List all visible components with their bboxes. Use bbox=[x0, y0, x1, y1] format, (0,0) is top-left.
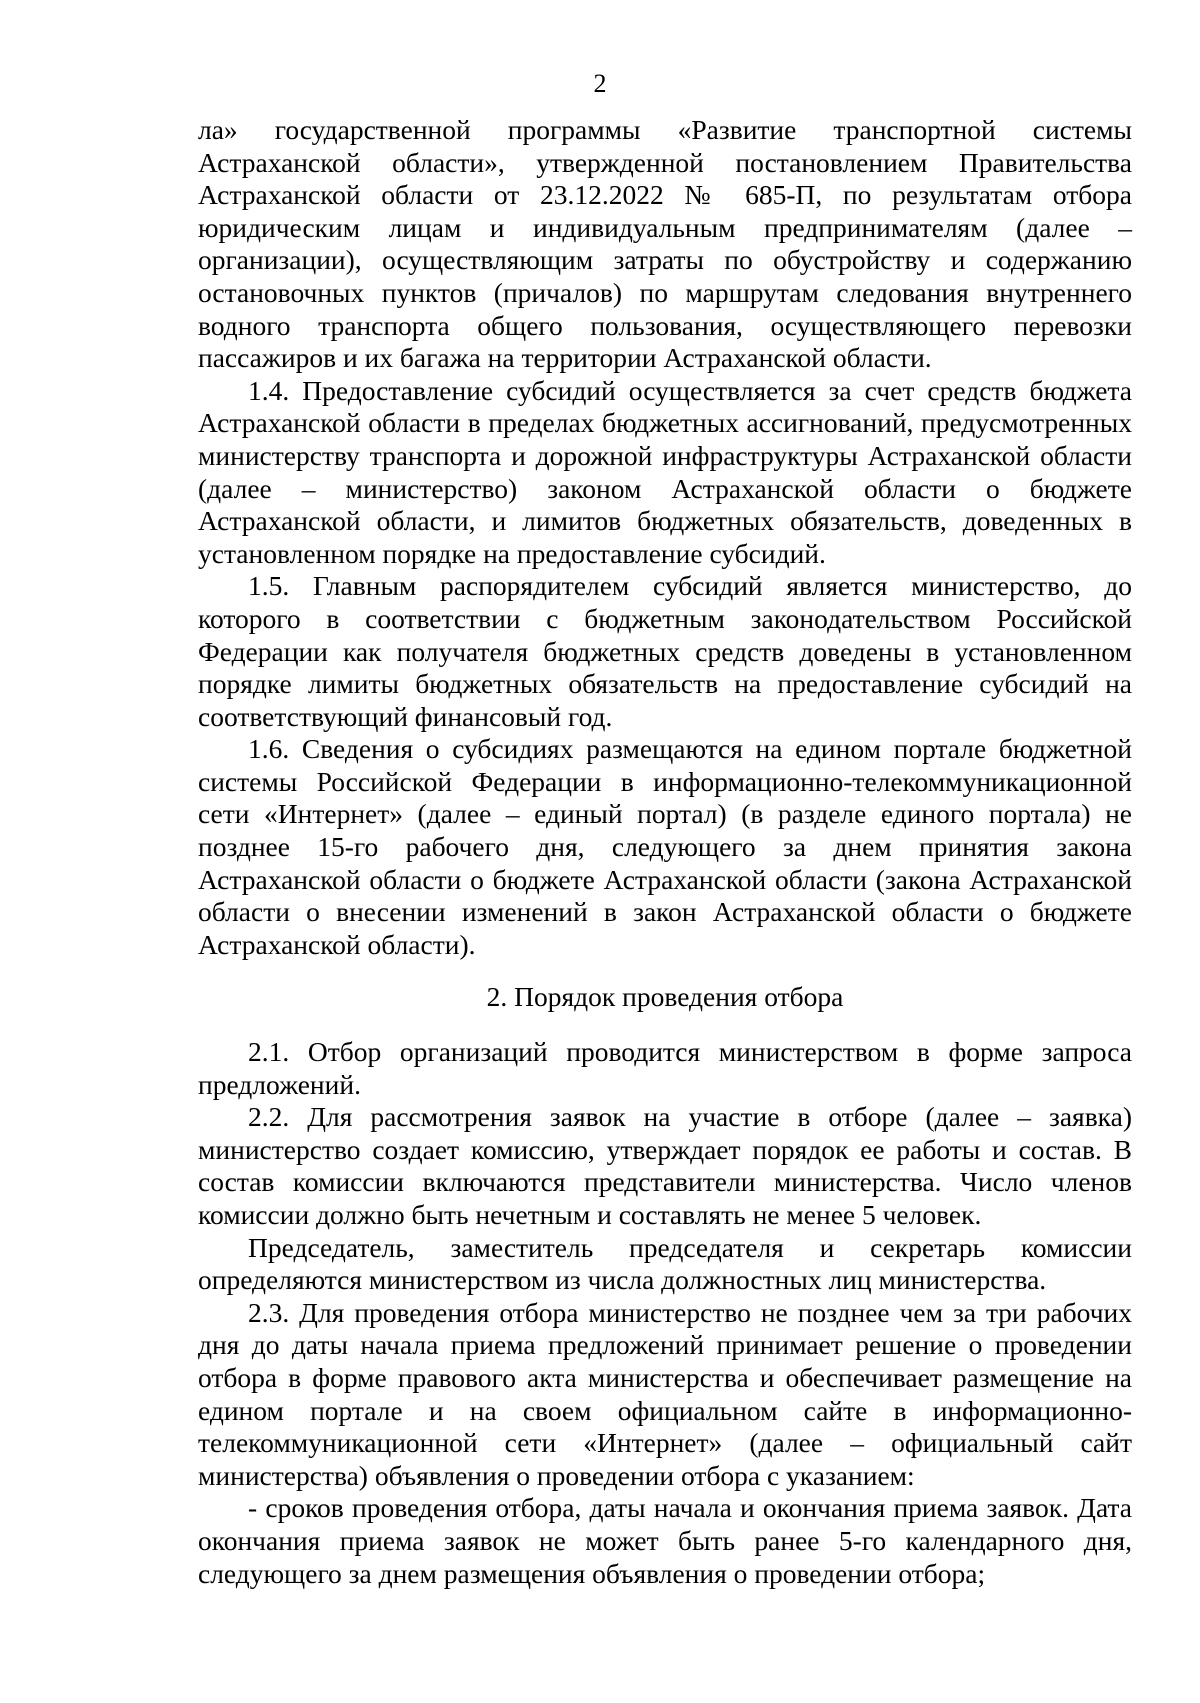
page-number: 2 bbox=[593, 69, 607, 98]
document-body bbox=[198, 114, 1132, 1590]
paragraph-1-5: 1.5. Главным распорядителем субсидий является министерство, до которого в соответствии с бюджетным законодательством Российской Федерации как получателя бюджетных средств доведены в установленном порядке лимиты бюджетных обязательств на предоставление субсидий на соответствующий финансовый год. bbox=[198, 570, 1132, 732]
paragraph-2-1: 2.1. Отбор организаций проводится министерством в форме запроса предложений. bbox=[198, 1036, 1132, 1100]
paragraph-1-6: 1.6. Сведения о субсидиях размещаются на едином портале бюджетной системы Российской Федерации в информационно-телекоммуникационной сети «Интернет» (далее – единый портал) (в разделе единого портала) не позднее 15-го рабочего дня, следующего за днем принятия закона Астраханской области о бюджете Астраханской области (закона Астраханской области о внесении изменений в закон Астраханской области о бюджете Астраханской области). bbox=[198, 733, 1132, 960]
section-heading: 2. Порядок проведения отбора bbox=[486, 981, 844, 1013]
paragraph-1-4: 1.4. Предоставление субсидий осуществляется за счет средств бюджета Астраханской области в пределах бюджетных ассигнований, предусмотренных министерству транспорта и дорожной инфраструктуры Астраханской области (далее – министерство) законом Астраханской области о бюджете Астраханской области, и лимитов бюджетных обязательств, доведенных в установленном порядке на предоставление субсидий. bbox=[198, 374, 1132, 569]
list-item: - сроков проведения отбора, даты начала и окончания приема заявок. Дата окончания приема заявок не может быть ранее 5-го календарного дня, следующего за днем размещения объявления о проведении отбора; bbox=[198, 1492, 1132, 1589]
paragraph-2-2-continued: Председатель, заместитель председателя и секретарь комиссии определяются министерством из числа должностных лиц министерства. bbox=[198, 1231, 1132, 1296]
paragraph-2-3: 2.3. Для проведения отбора министерство не позднее чем за три рабочих дня до даты начала приема предложений принимает решение о проведении отбора в форме правового акта министерства и обеспечивает размещение на едином портале и на своем официальном сайте в информационно-телекоммуникационной сети «Интернет» (далее – официальный сайт министерства) объявления о проведении отбора с указанием: bbox=[198, 1296, 1132, 1491]
paragraph-2-2: 2.2. Для рассмотрения заявок на участие в отборе (далее – заявка) министерство создает комиссию, утверждает порядок ее работы и состав. В состав комиссии включаются представители министерства. Число членов комиссии должно быть нечетным и составлять не менее 5 человек. bbox=[198, 1101, 1132, 1230]
paragraph-continuation: ла» государственной программы «Развитие транспортной системы Астраханской области», утвержденной постановлением Правительства Астраханской области от 23.12.2022 № 685-П, по результатам отбора юридическим лицам и индивидуальным предпринимателям (далее – организации), осуществляющим затраты по обустройству и содержанию остановочных пунктов (причалов) по маршрутам следования внутреннего водного транспорта общего пользования, осуществляющего перевозки пассажиров и их багажа на территории Астраханской области. bbox=[198, 114, 1132, 374]
